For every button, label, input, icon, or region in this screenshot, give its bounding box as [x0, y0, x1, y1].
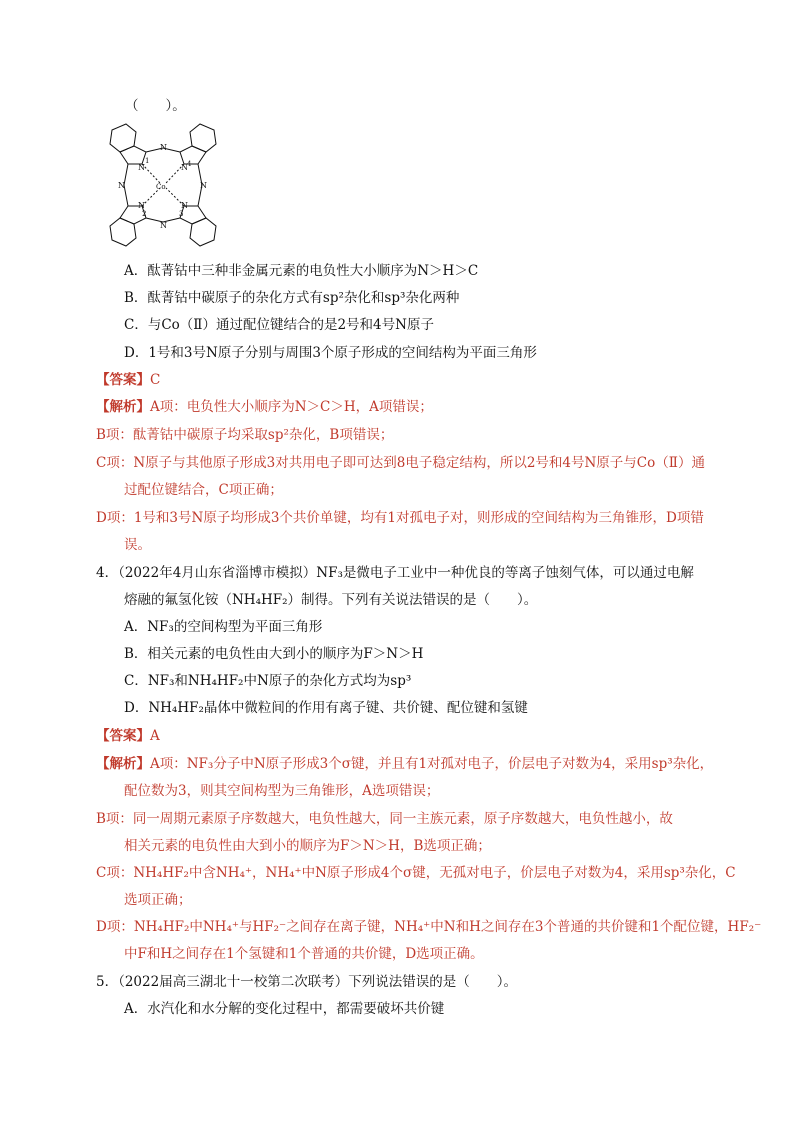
- q4-analysis-d-cont: 中F和H之间存在1个氢键和1个普通的共价键，D选项正确。: [124, 946, 484, 962]
- q4-analysis-b: B项：同一周期元素原子序数越大，电负性越大，同一主族元素，原子序数越大，电负性越小，故: [96, 811, 673, 827]
- q3-stem-end: （ ）。: [125, 98, 186, 114]
- meso-n-bottom: N: [160, 221, 167, 230]
- q4-option-a: A．NF₃的空间构型为平面三角形: [124, 619, 323, 635]
- q4-analysis-a: [96, 755, 713, 773]
- answer-tag: 【答案】: [96, 372, 150, 388]
- q4-option-c: C．NF₃和NH₄HF₂中N原子的杂化方式均为sp³: [124, 673, 412, 689]
- q3-analysis-a: [96, 398, 433, 416]
- answer-value: C: [150, 372, 161, 388]
- cobalt-phthalocyanine-structure: [98, 122, 228, 248]
- q4-analysis-b-cont: 相关元素的电负性由大到小的顺序为F＞N＞H，B选项正确；: [124, 838, 491, 854]
- q3-analysis-b: B项：酞菁钴中碳原子均采取sp²杂化，B项错误；: [96, 427, 394, 443]
- q4-analysis-d: D项：NH₄HF₂中NH₄⁺与HF₂⁻之间存在离子键，NH₄⁺中N和H之间存在3个普通的共价键和1个配位键，HF₂⁻: [96, 919, 762, 935]
- pyrrole-n-2: N: [138, 201, 145, 210]
- q4-analysis-c: C项：NH₄HF₂中含NH₄⁺，NH₄⁺中N原子形成4个σ键，无孤对电子，价层电子对数为4，采用sp³杂化，C: [96, 865, 736, 881]
- q3-option-b: B．酞菁钴中碳原子的杂化方式有sp²杂化和sp³杂化两种: [124, 290, 460, 306]
- pyrrole-n-1: N: [138, 163, 145, 172]
- q3-analysis-c: C项：N原子与其他原子形成3对共用电子即可达到8电子稳定结构，所以2号和4号N原子与Co（Ⅱ）通: [96, 455, 705, 471]
- label-4: 4: [187, 160, 192, 168]
- meso-n-left: N: [118, 181, 125, 190]
- label-2: 2: [142, 210, 147, 218]
- q5-option-a: A．水汽化和水分解的变化过程中，都需要破坏共价键: [124, 1001, 445, 1017]
- label-3: 3: [179, 210, 184, 218]
- analysis-text: A项：NF₃分子中N原子形成3个σ键，并且有1对孤对电子，价层电子对数为4，采用sp³杂化，: [150, 756, 714, 772]
- q4-option-d: D．NH₄HF₂晶体中微粒间的作用有离子键、共价键、配位键和氢键: [124, 700, 528, 716]
- q4-analysis-a-cont: 配位数为3，则其空间构型为三角锥形，A选项错误；: [124, 783, 440, 799]
- label-1: 1: [145, 157, 150, 165]
- q3-analysis-c-cont: 过配位键结合，C项正确；: [124, 482, 283, 498]
- q3-analysis-d: D项：1号和3号N原子均形成3个共价单键，均有1对孤电子对，则形成的空间结构为三角锥形，D项错: [96, 510, 704, 526]
- meso-n-right: N: [200, 181, 207, 190]
- q4-analysis-c-cont: 选项正确；: [124, 892, 192, 908]
- q3-answer: [96, 371, 160, 389]
- q4-stem-line2: 熔融的氟氢化铵（NH₄HF₂）制得。下列有关说法错误的是（ ）。: [124, 592, 538, 608]
- analysis-text: A项：电负性大小顺序为N＞C＞H，A项错误；: [150, 399, 433, 415]
- analysis-tag: 【解析】: [96, 399, 150, 415]
- q4-option-b: B．相关元素的电负性由大到小的顺序为F＞N＞H: [124, 646, 424, 662]
- pyrrole-n-3: N: [181, 201, 188, 210]
- q5-stem: 5．（2022届高三湖北十一校第二次联考）下列说法错误的是（ ）。: [96, 974, 517, 990]
- q3-option-a: A．酞菁钴中三种非金属元素的电负性大小顺序为N＞H＞C: [124, 263, 479, 279]
- q4-stem-line1: 4．（2022年4月山东省淄博市模拟）NF₃是微电子工业中一种优良的等离子蚀刻气体，可以通过电解: [96, 565, 694, 581]
- q3-analysis-d-cont: 误。: [124, 537, 151, 553]
- q3-option-c: C．与Co（Ⅱ）通过配位键结合的是2号和4号N原子: [124, 317, 434, 333]
- analysis-tag: 【解析】: [96, 756, 150, 772]
- meso-n-top: N: [160, 143, 167, 152]
- cobalt-atom: Co: [156, 183, 166, 191]
- answer-value: A: [150, 728, 160, 744]
- q3-option-d: D．1号和3号N原子分别与周围3个原子形成的空间结构为平面三角形: [124, 345, 537, 361]
- answer-tag: 【答案】: [96, 728, 150, 744]
- pyrrole-n-4: N: [181, 163, 188, 172]
- q4-answer: [96, 727, 160, 745]
